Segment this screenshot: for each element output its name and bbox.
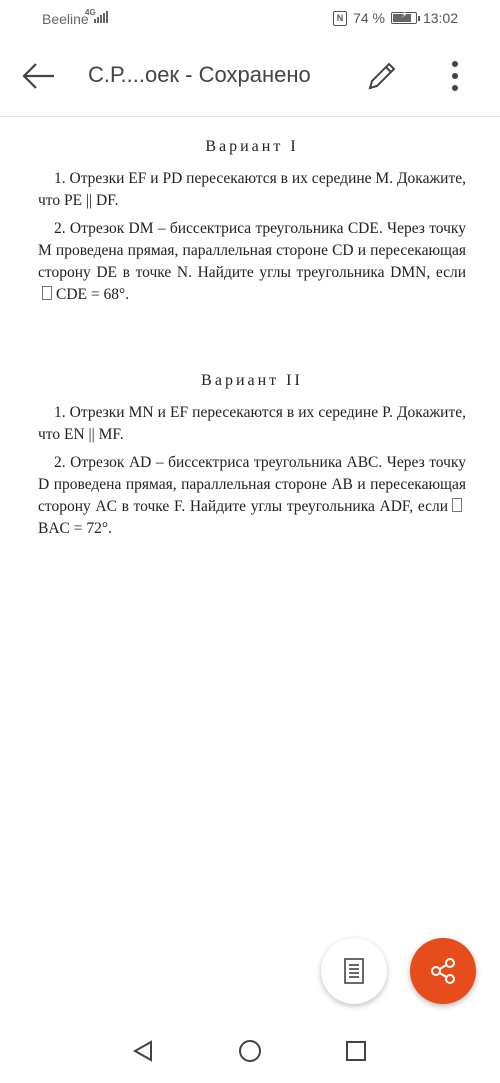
status-right — [333, 10, 458, 26]
battery-icon: ⚡ — [391, 12, 417, 24]
nav-back-button[interactable] — [126, 1034, 160, 1068]
circle-home-icon — [237, 1038, 263, 1064]
carrier-name: Beeline — [42, 11, 89, 27]
share-button[interactable] — [410, 938, 476, 1004]
triangle-back-icon — [131, 1039, 155, 1063]
more-vert-icon — [440, 56, 470, 96]
app-bar — [0, 38, 500, 117]
variant-2-title: Вариант II — [201, 372, 303, 389]
share-icon — [428, 956, 458, 986]
back-button[interactable] — [18, 56, 58, 96]
nfc-icon: N — [333, 11, 347, 26]
variant-2-task-2-angle: BAC = 72°. — [38, 520, 112, 537]
variant-1-task-1: 1. Отрезки EF и PD пересекаются в их середине M. Докажите, что PE || DF. — [38, 170, 466, 209]
variant-1-title: Вариант I — [205, 138, 299, 155]
square-recents-icon — [344, 1039, 368, 1063]
signal-icon — [94, 11, 108, 23]
variant-1-task-2-angle: CDE = 68°. — [56, 286, 130, 303]
outline-view-icon — [341, 957, 367, 985]
variant-1-task-2 — [38, 218, 466, 306]
variant-2-task-2-text: 2. Отрезок AD – биссектриса треугольника ABC. Через точку D проведена прямая, параллельная стороне AB и пересекающая сторону AC в точке F. Найдите углы треугольника ADF, если — [38, 454, 466, 515]
document-body — [38, 138, 466, 546]
clock: 13:02 — [422, 10, 458, 26]
status-bar — [0, 0, 500, 38]
edit-button[interactable] — [362, 56, 402, 96]
variant-2-task-2 — [38, 452, 466, 540]
nav-recents-button[interactable] — [339, 1034, 373, 1068]
more-options-button[interactable] — [440, 56, 470, 96]
nav-home-button[interactable] — [233, 1034, 267, 1068]
missing-glyph-icon — [452, 498, 462, 512]
pencil-icon — [362, 56, 402, 96]
network-type: 4G — [85, 8, 96, 17]
arrow-left-icon — [18, 56, 58, 96]
system-nav-bar — [0, 1020, 500, 1083]
battery-percent: 74 % — [353, 10, 385, 26]
variant-1-task-2-text: 2. Отрезок DM – биссектриса треугольника CDE. Через точку M проведена прямая, параллельная стороне CD и пересекающая сторону DE в точке N. Найдите углы треугольника DMN, если — [38, 220, 466, 281]
missing-glyph-icon — [42, 286, 52, 300]
outline-view-button[interactable] — [321, 938, 387, 1004]
variant-2-task-1: 1. Отрезки MN и EF пересекаются в их середине P. Докажите, что EN || MF. — [38, 404, 466, 443]
document-title: С.Р....оек - Сохранено — [88, 62, 311, 87]
